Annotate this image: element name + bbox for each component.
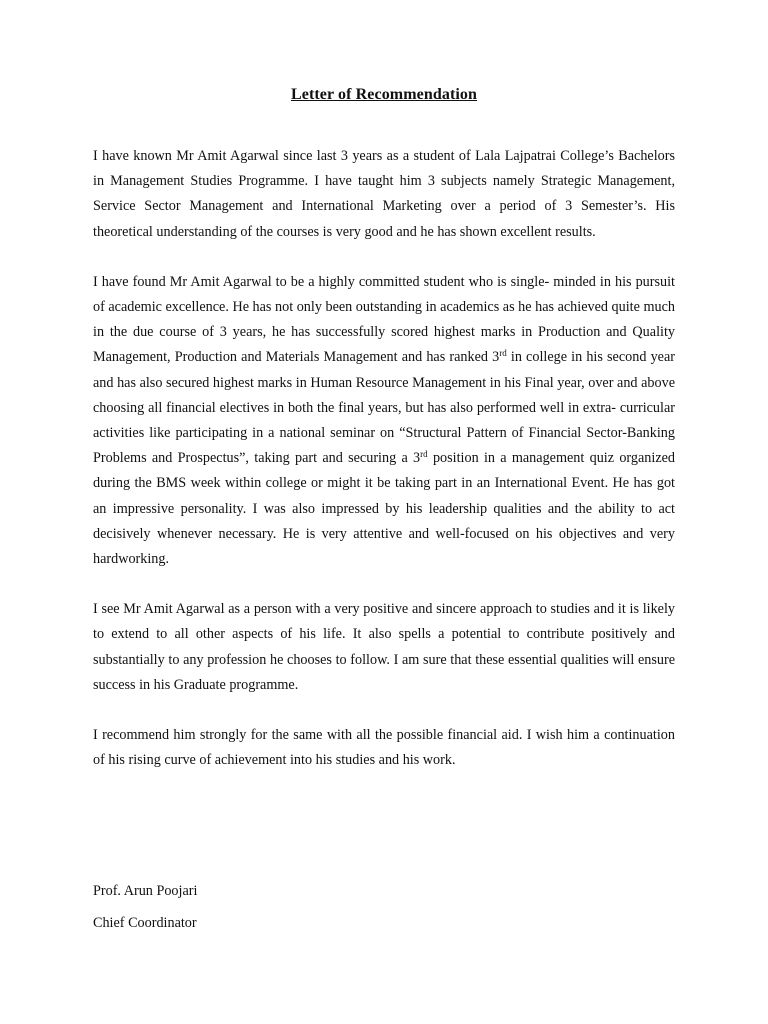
letter-body	[93, 144, 675, 798]
paragraph-recommendation: I recommend him strongly for the same with all the possible financial aid. I wish him a continuation of his rising curve of achievement into his studies and his work.	[93, 727, 675, 769]
signatory-name: Prof. Arun Poojari	[93, 883, 198, 899]
paragraph-achievements-part-3: position in a management quiz organized during the BMS week within college or might it be taking part in an International Event. He has got an impressive personality. I was also impressed by his leadership qualities and the ability to act decisively whenever necessary. He is very attentive and well-focused on his objectives and very hardworking.	[93, 450, 676, 568]
paragraph-achievements-part-1: I have found Mr Amit Agarwal to be a highly committed student who is single- minded in his pursuit of academic excellence. He has not only been outstanding in academics as he has achieved quite much in the due course of 3 years, he has successfully scored highest marks in Production and Quality Management, Production and Materials Management and has ranked 3	[93, 273, 675, 366]
ordinal-suffix: rd	[420, 449, 428, 460]
letter-title: Letter of Recommendation	[290, 86, 478, 103]
paragraph-character: I see Mr Amit Agarwal as a person with a very positive and sincere approach to studies and it is likely to extend to all other aspects of his life. It also spells a potential to contribute positively and substantially to any profession he chooses to follow. I am sure that these essential qualities will ensure success in his Graduate programme.	[93, 601, 675, 693]
paragraph-achievements-part-2: in college in his second year and has also secured highest marks in Human Resource Management in his Final year, over and above choosing all financial electives in both the final years, but has also performed well in extra- curricular activities like participating in a national seminar on “Structural Pattern of Financial Sector-Banking Problems and Prospectus”, taking part and securing a 3	[93, 349, 675, 467]
ordinal-suffix: rd	[499, 348, 507, 359]
paragraph-achievements	[93, 270, 675, 572]
signatory-designation: Chief Coordinator	[93, 915, 197, 931]
signature-block	[93, 878, 197, 942]
paragraph-introduction: I have known Mr Amit Agarwal since last 3 years as a student of Lala Lajpatrai College’s Bachelors in Management Studies Programme. I have taught him 3 subjects namely Strategic Management, Service Sector Management and International Marketing over a period of 3 Semester’s. His theoretical understanding of the courses is very good and he has shown excellent results.	[93, 148, 675, 240]
